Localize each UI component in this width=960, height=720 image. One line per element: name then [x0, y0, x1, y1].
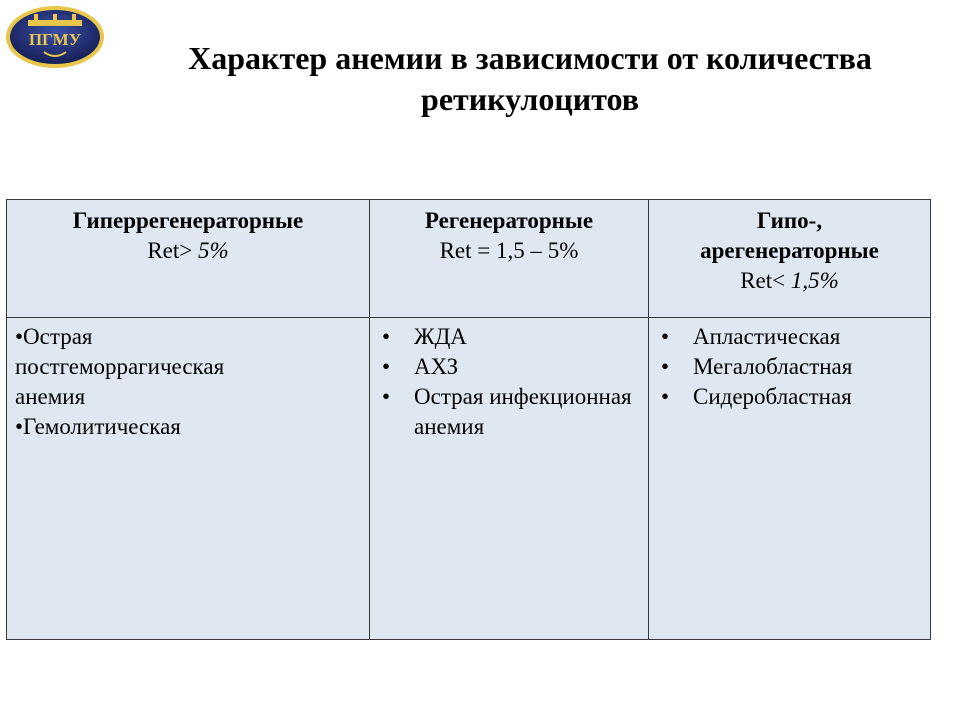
list-item: анемия — [15, 384, 86, 409]
header-hypo-aregenerative — [649, 200, 931, 318]
header-label-line-1: Гипо-, — [756, 208, 823, 233]
university-crest-icon — [4, 4, 106, 70]
header-hyperregenerative — [7, 200, 370, 318]
header-ret: Ret< 1,5% — [740, 268, 839, 293]
regenerative-list — [378, 322, 642, 442]
list-item: • Апластическая — [657, 322, 924, 352]
page-title — [110, 38, 950, 120]
header-label-line-2: арегенераторные — [700, 238, 879, 263]
hypo-aregenerative-list — [657, 322, 924, 412]
list-item: постгеморрагическая — [15, 354, 225, 379]
header-label: Регенераторные — [424, 208, 594, 233]
list-item: •Острая — [15, 324, 93, 349]
table-header-row — [7, 200, 931, 318]
list-item: • Острая инфекционная анемия — [378, 382, 642, 442]
cell-hyperregenerative — [7, 318, 370, 640]
cell-regenerative — [370, 318, 649, 640]
list-item: •Гемолитическая — [15, 414, 181, 439]
cell-hypo-aregenerative — [649, 318, 931, 640]
reticulocyte-table — [6, 199, 931, 640]
header-ret: Ret> 5% — [147, 238, 229, 263]
title-line-1: Характер анемии в зависимости от количества — [188, 40, 872, 76]
list-item: • АХЗ — [378, 352, 642, 382]
logo-text: ПГМУ — [28, 30, 82, 49]
title-line-2: ретикулоцитов — [421, 81, 639, 117]
table-body-row — [7, 318, 931, 640]
header-regenerative — [370, 200, 649, 318]
header-ret: Ret = 1,5 – 5% — [439, 238, 579, 263]
list-item: • ЖДА — [378, 322, 642, 352]
header-label: Гиперрегенераторные — [72, 208, 304, 233]
list-item: • Мегалобластная — [657, 352, 924, 382]
list-item: • Сидеробластная — [657, 382, 924, 412]
